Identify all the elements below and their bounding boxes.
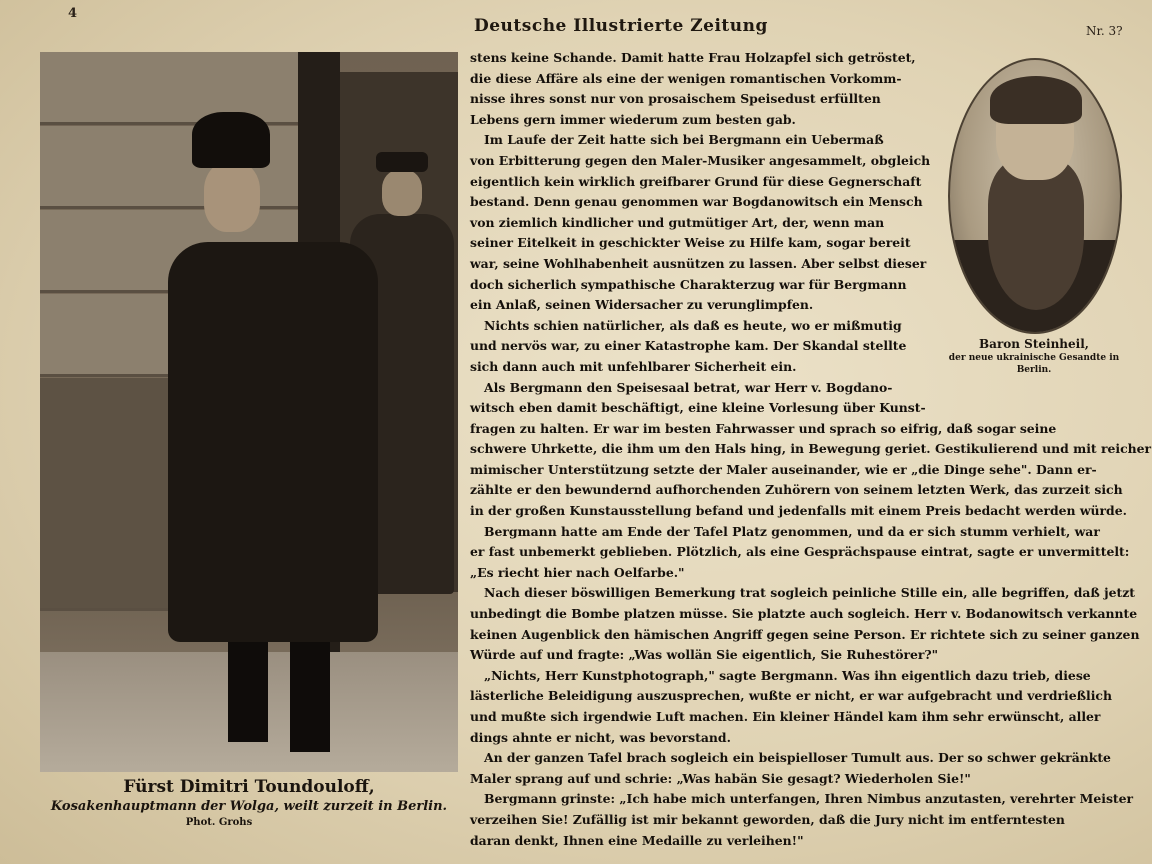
article-line: doch sicherlich sympathische Charakterzug war für Bergmann xyxy=(470,276,907,292)
main-photograph xyxy=(40,52,458,772)
article-line: und mußte sich irgendwie Luft machen. Ein kleiner Händel kam ihm sehr erwünscht, aller xyxy=(470,709,1101,724)
main-photo-caption xyxy=(40,776,458,830)
article-wide-column xyxy=(470,439,1152,851)
article-line: Bergmann grinste: „Ich habe mich unterfangen, Ihren Nimbus anzutasten, verehrter Meister xyxy=(484,791,1134,807)
article-line: „Nichts, Herr Kunstphotograph," sagte Bergmann. Was ihn eigentlich dazu trieb, diese xyxy=(484,667,1091,683)
article-line: daran denkt, Ihnen eine Medaille zu verleihen!" xyxy=(470,832,804,848)
article-line: stens keine Schande. Damit hatte Frau Holzapfel sich getröstet, xyxy=(470,50,916,65)
article-line: Nichts schien natürlicher, als daß es heute, wo er mißmutig xyxy=(484,317,902,333)
article-line: Im Laufe der Zeit hatte sich bei Bergmann ein Uebermaß xyxy=(484,132,884,148)
article-line: Maler sprang auf und schrie: „Was habän Sie gesagt? Wiederholen Sie!" xyxy=(470,770,971,786)
article-line: er fast unbemerkt geblieben. Plötzlich, als eine Gesprächspause eintrat, sagte er unvermittelt: xyxy=(470,544,1130,560)
portrait-name: Baron Steinheil, xyxy=(979,337,1089,351)
article-line: von Erbitterung gegen den Maler-Musiker angesammelt, obgleich xyxy=(470,152,931,168)
article-line: ein Anlaß, seinen Widersacher zu verunglimpfen. xyxy=(470,297,814,313)
article-line: zählte er den bewundernd aufhorchenden Zuhörern von seinem letzten Werk, das zurzeit sich xyxy=(470,482,1123,498)
article-line: schwere Uhrkette, die ihm um den Hals hing, in Bewegung geriet. Gestikulierend und mit reicher xyxy=(470,441,1152,457)
article-line: An der ganzen Tafel brach sogleich ein beispielloser Tumult aus. Der so schwer gekränkte xyxy=(484,750,1111,766)
article-line: und nervös war, zu einer Katastrophe kam. Der Skandal stellte xyxy=(470,338,907,354)
article-line: unbedingt die Bombe platzen müsse. Sie platzte auch sogleich. Herr v. Bodanowitsch verkannte xyxy=(470,606,1138,622)
masthead: Deutsche Illustrierte Zeitung xyxy=(474,16,768,36)
caption-description: Kosakenhauptmann der Wolga, weilt zurzeit in Berlin. xyxy=(50,799,448,814)
portrait-description-city: Berlin. xyxy=(1016,365,1052,375)
article-line: Als Bergmann den Speisesaal betrat, war Herr v. Bogdano- xyxy=(484,379,893,395)
article-body xyxy=(470,48,1152,851)
caption-name: Fürst Dimitri Toundouloff, xyxy=(123,777,375,797)
article-line: dings ahnte er nicht, was bevorstand. xyxy=(470,729,731,745)
article-line: lästerliche Beleidigung auszusprechen, wußte er nicht, er war aufgebracht und verdrießlich xyxy=(470,688,1112,704)
page-number: 4 xyxy=(68,6,78,21)
issue-number: Nr. 3? xyxy=(1086,24,1123,38)
article-line: seiner Eitelkeit in geschickter Weise zu Hilfe kam, sogar bereit xyxy=(470,235,911,251)
article-line: nisse ihres sonst nur von prosaischem Speisedust erfüllten xyxy=(470,91,881,107)
article-line: eigentlich kein wirklich greifbarer Grund für diese Gegnerschaft xyxy=(470,173,922,189)
article-line: Lebens gern immer wiederum zum besten gab. xyxy=(470,111,796,127)
article-line: „Es riecht hier nach Oelfarbe." xyxy=(470,564,685,580)
article-line: war, seine Wohlhabenheit ausnützen zu lassen. Aber selbst dieser xyxy=(470,255,927,271)
portrait-description: der neue ukrainische Gesandte in xyxy=(948,353,1120,363)
article-line: witsch eben damit beschäftigt, eine kleine Vorlesung über Kunst- xyxy=(470,400,926,416)
article-line: mimischer Unterstützung setzte der Maler auseinander, wie er „die Dinge sehe". Dann er- xyxy=(470,461,1097,477)
article-line: in der großen Kunstausstellung befand und jedenfalls mit einem Preis bedacht werden würde. xyxy=(470,503,1127,519)
photo-credit: Phot. Grohs xyxy=(185,817,253,828)
article-line: sich dann auch mit unfehlbarer Sicherheit ein. xyxy=(470,358,797,374)
article-line: fragen zu halten. Er war im besten Fahrwasser und sprach so eifrig, daß sogar seine xyxy=(470,420,1057,436)
article-line: keinen Augenblick den hämischen Angriff gegen seine Person. Er richtete sich zu seiner ganzen xyxy=(470,626,1140,642)
article-line: bestand. Denn genau genommen war Bogdanowitsch ein Mensch xyxy=(470,194,923,210)
article-line: von ziemlich kindlicher und gutmütiger Art, der, wenn man xyxy=(470,214,885,230)
article-line: die diese Affäre als eine der wenigen romantischen Vorkomm- xyxy=(470,70,902,86)
article-line: Würde auf und fragte: „Was wollän Sie eigentlich, Sie Ruhestörer?" xyxy=(470,647,939,663)
article-line: Nach dieser böswilligen Bemerkung trat sogleich peinliche Stille ein, alle begriffen, daß jetzt xyxy=(484,585,1135,601)
cossack-figure xyxy=(168,112,388,752)
article-line: Bergmann hatte am Ende der Tafel Platz genommen, und da er sich stumm verhielt, war xyxy=(484,523,1100,539)
article-line: verzeihen Sie! Zufällig ist mir bekannt geworden, daß die Jury nicht im entferntesten xyxy=(470,811,1065,827)
